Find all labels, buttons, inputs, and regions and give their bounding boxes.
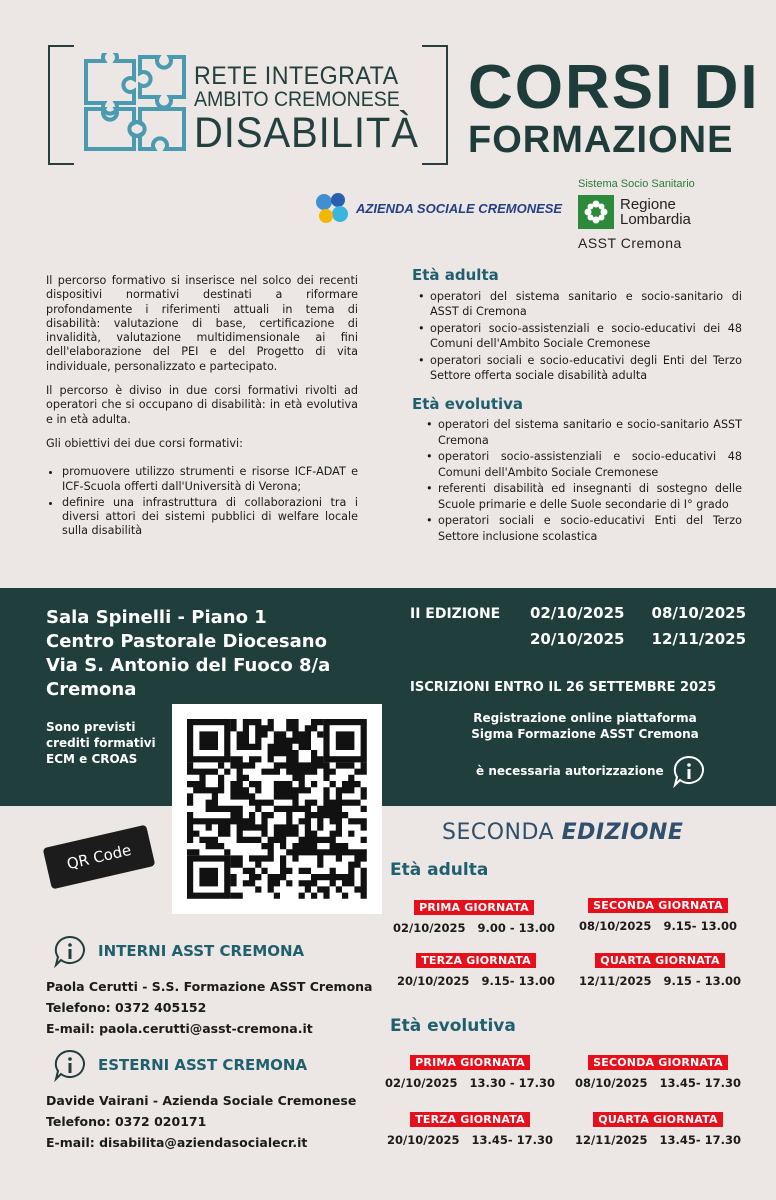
edition-date: 08/10/2025 [651, 604, 746, 622]
registration-line: Sigma Formazione ASST Cremona [471, 727, 699, 741]
contact-phone: Telefono: 0372 020171 [46, 1114, 207, 1129]
rl-name-1: Regione [620, 196, 676, 213]
schedule-day [580, 949, 740, 988]
qr-code-image [172, 704, 382, 914]
regione-lombardia-logo [578, 178, 695, 251]
day-date: 12/11/2025 [579, 974, 652, 988]
goal-item: • definire una infrastruttura di collaborazioni tra i diversi attori dei sistemi pubblici di welfare locale sulla disabilità [62, 496, 358, 539]
list-item: • operatori del sistema sanitario e socio-sanitario ASST Cremona [426, 417, 742, 448]
internal-contact-title: INTERNI ASST CREMONA [98, 942, 305, 960]
contact-email[interactable]: E-mail: paola.cerutti@asst-cremona.it [46, 1021, 313, 1036]
adult-target-title: Età adulta [412, 266, 499, 284]
venue-line: Via S. Antonio del Fuoco 8/a [46, 655, 331, 676]
rl-name-2: Lombardia [620, 211, 691, 228]
day-time: 13.30 - 17.30 [469, 1076, 555, 1090]
edition-date: 02/10/2025 [530, 604, 625, 622]
list-item: • operatori sociali e socio-educativi Enti del Terzo Settore inclusione scolastica [426, 513, 742, 544]
day-label: PRIMA GIORNATA [410, 1055, 530, 1070]
goal-item: • promuovere utilizzo strumenti e risorse ICF-ADAT e ICF-Scuola offerti dall'Università di Verona; [62, 465, 358, 494]
day-time: 13.45- 17.30 [659, 1076, 741, 1090]
credits-note [46, 719, 156, 767]
schedule-heading-a: SECONDA [442, 820, 555, 845]
schedule-day [394, 896, 554, 935]
info-icon [52, 1048, 88, 1082]
day-date: 20/10/2025 [397, 974, 470, 988]
page-title [468, 53, 760, 161]
credits-line: Sono previsti [46, 720, 136, 734]
schedule-day [396, 949, 556, 988]
contact-name: Davide Vairani - Azienda Sociale Cremonese [46, 1093, 357, 1108]
info-band [0, 588, 776, 806]
external-contact-title: ESTERNI ASST CREMONA [98, 1056, 308, 1074]
intro-paragraph-3: Gli obiettivi dei due corsi formativi: [46, 436, 243, 450]
schedule-heading-b: EDIZIONE [561, 820, 684, 845]
contact-name: Paola Cerutti - S.S. Formazione ASST Cremona [46, 979, 373, 994]
evo-target-list [426, 417, 742, 544]
credits-line: crediti formativi [46, 736, 156, 750]
edition-label: II EDIZIONE [410, 606, 501, 622]
brand-line-1: RETE INTEGRATA [194, 62, 399, 90]
schedule-day [385, 1051, 555, 1090]
day-date: 08/10/2025 [575, 1076, 648, 1090]
day-time: 9.00 - 13.00 [477, 921, 555, 935]
adult-target-list [418, 289, 742, 384]
schedule-day [575, 1051, 741, 1090]
schedule-evo-title: Età evolutiva [390, 1016, 516, 1036]
rl-asst-text: ASST Cremona [578, 235, 682, 251]
day-time: 13.45- 17.30 [659, 1133, 741, 1147]
day-date: 02/10/2025 [393, 921, 466, 935]
registration-deadline: ISCRIZIONI ENTRO IL 26 SETTEMBRE 2025 [410, 680, 717, 695]
list-item: • operatori socio-assistenziali e socio-educativi dei 48 Comuni dell'Ambito Sociale Cremonese [418, 321, 742, 352]
asc-logo-icon [312, 190, 352, 226]
info-icon [52, 934, 88, 968]
asc-logo [312, 190, 562, 226]
day-time: 9.15- 13.00 [481, 974, 555, 988]
schedule-day [578, 894, 738, 933]
list-item: • operatori sociali e socio-educativi degli Enti del Terzo Settore offerta sociale disabilità adulta [418, 353, 742, 384]
day-date: 02/10/2025 [385, 1076, 458, 1090]
list-item: • operatori del sistema sanitario e socio-sanitario di ASST di Cremona [418, 289, 742, 320]
day-label: TERZA GIORNATA [410, 1112, 530, 1127]
day-label: SECONDA GIORNATA [588, 898, 728, 913]
day-label: SECONDA GIORNATA [588, 1055, 728, 1070]
venue-line: Sala Spinelli - Piano 1 [46, 607, 267, 628]
intro-text [46, 274, 358, 541]
asc-logo-text: AZIENDA SOCIALE CREMONESE [356, 200, 563, 216]
schedule-heading [442, 820, 683, 845]
day-date: 12/11/2025 [575, 1133, 648, 1147]
authorization-text: è necessaria autorizzazione [476, 764, 664, 778]
registration-line: Registrazione online piattaforma [473, 711, 697, 725]
edition-date: 12/11/2025 [651, 630, 746, 648]
brand-line-2: AMBITO CREMONESE [194, 88, 400, 111]
credits-line: ECM e CROAS [46, 752, 138, 766]
schedule-adult-title: Età adulta [390, 860, 489, 880]
qr-code[interactable] [172, 704, 382, 914]
schedule-day [387, 1108, 553, 1147]
day-label: PRIMA GIORNATA [414, 900, 534, 915]
day-label: TERZA GIORNATA [416, 953, 536, 968]
day-label: QUARTA GIORNATA [593, 1112, 722, 1127]
external-contact [52, 1048, 307, 1082]
title-line-2: FORMAZIONE [468, 119, 734, 161]
day-time: 13.45- 17.30 [471, 1133, 553, 1147]
targets-section [412, 268, 742, 545]
edition-dates [530, 604, 746, 648]
info-icon [672, 754, 706, 788]
title-line-1: CORSI DI [468, 53, 760, 122]
contact-email[interactable]: E-mail: disabilita@aziendasocialecr.it [46, 1135, 308, 1150]
evo-target-title: Età evolutiva [412, 394, 524, 413]
puzzle-icon [78, 53, 190, 153]
day-time: 9.15 - 13.00 [663, 974, 741, 988]
rl-rose-icon [578, 195, 614, 229]
day-label: QUARTA GIORNATA [595, 953, 724, 968]
schedule-day [575, 1108, 741, 1147]
authorization-note [476, 754, 706, 788]
goals-list [62, 465, 358, 538]
day-date: 20/10/2025 [387, 1133, 460, 1147]
edition-date: 20/10/2025 [530, 630, 625, 648]
internal-contact [52, 934, 304, 968]
brand-block [48, 45, 448, 170]
external-contact-details [46, 1090, 356, 1153]
registration-info [440, 710, 730, 742]
intro-paragraph-1: Il percorso formativo si inserisce nel solco dei recenti dispositivi normativi destinati a riformare profondamente i riferimenti attuali in tema di disabilità: valutazione di base, certificazione di invalidità, valutazione multidimensionale ai fini dell'elaborazione del PEI e del Progetto di vita individuale, personalizzato e partecipato. [46, 274, 358, 373]
list-item: • referenti disabilità ed insegnanti di sostegno delle Scuole primarie e delle Suole secondarie di I° grado [426, 481, 742, 512]
venue-line: Centro Pastorale Diocesano [46, 631, 327, 652]
rl-top-text: Sistema Socio Sanitario [578, 178, 695, 190]
venue-line: Cremona [46, 679, 137, 700]
brand-line-3: DISABILITÀ [194, 109, 419, 157]
bracket-left [48, 45, 74, 165]
list-item: • operatori socio-assistenziali e socio-educativi 48 Comuni dell'Ambito Sociale Cremonese [426, 449, 742, 480]
day-date: 08/10/2025 [579, 919, 652, 933]
qr-code-label: QR Code [43, 825, 156, 890]
contact-phone: Telefono: 0372 405152 [46, 1000, 207, 1015]
day-time: 9.15- 13.00 [663, 919, 737, 933]
internal-contact-details [46, 976, 373, 1039]
intro-paragraph-2: Il percorso è diviso in due corsi formativi rivolti ad operatori che si occupano di disabilità: in età evolutiva e in età adulta. [46, 384, 358, 426]
venue-address [46, 606, 330, 702]
